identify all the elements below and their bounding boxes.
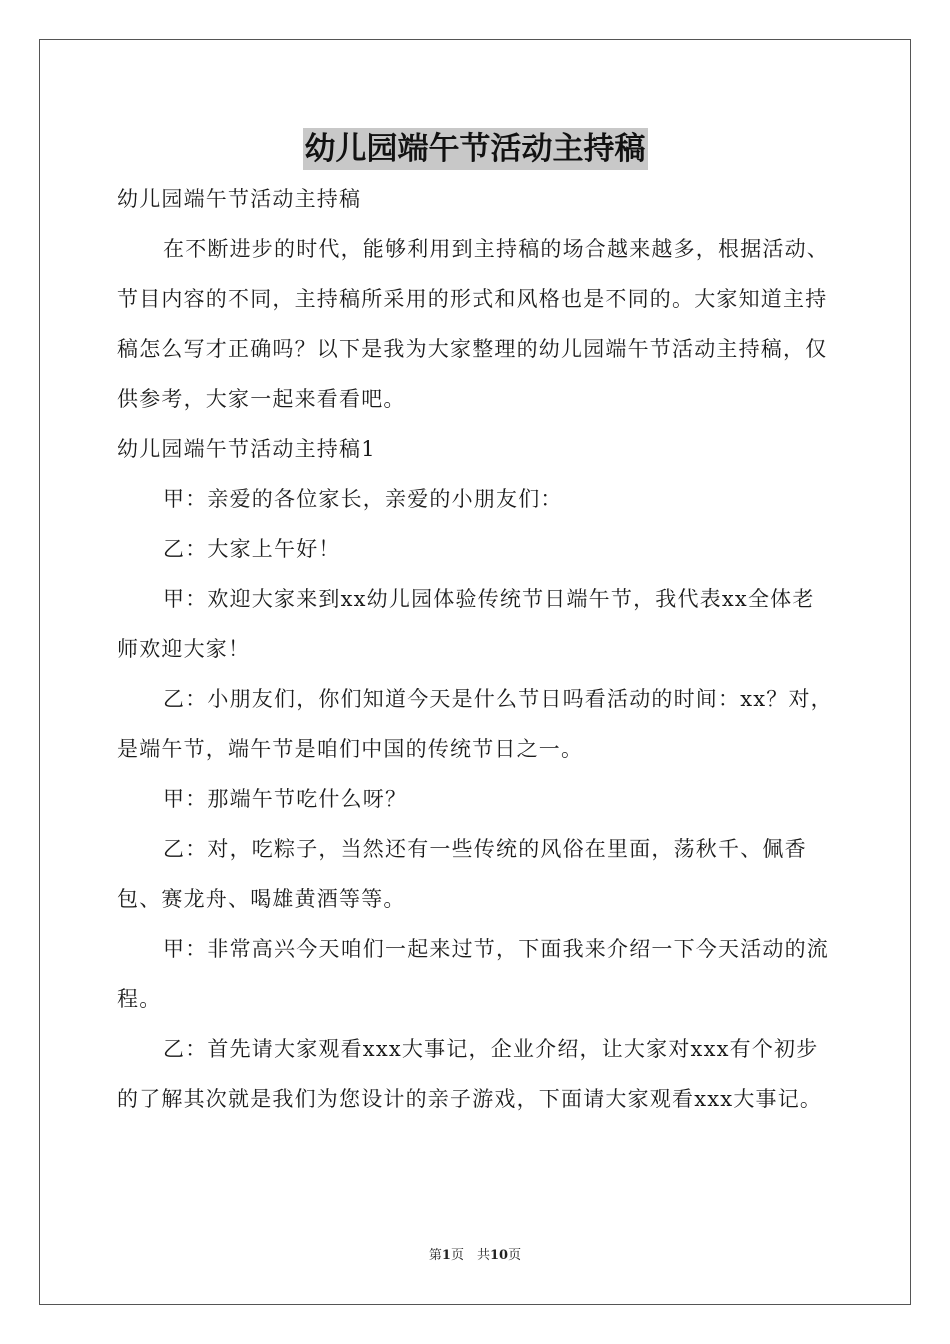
title-container <box>0 128 950 170</box>
paragraph: 甲：非常高兴今天咱们一起来过节，下面我来介绍一下今天活动的流程。 <box>117 937 829 1011</box>
footer-suffix: 页 <box>508 1248 522 1263</box>
paragraph: 幼儿园端午节活动主持稿1 <box>117 437 376 461</box>
footer-prefix: 第 <box>428 1248 442 1263</box>
paragraph: 在不断进步的时代，能够利用到主持稿的场合越来越多，根据活动、节目内容的不同，主持稿所采用的形式和风格也是不同的。大家知道主持稿怎么写才正确吗？以下是我为大家整理的幼儿园端午节活动主持稿，仅供参考，大家一起来看看吧。 <box>117 237 829 411</box>
total-pages-number: 10 <box>489 1248 509 1263</box>
paragraph: 乙：首先请大家观看xxx大事记，企业介绍，让大家对xxx有个初步的了解其次就是我们为您设计的亲子游戏，下面请大家观看xxx大事记。 <box>117 1037 823 1111</box>
paragraph: 甲：亲爱的各位家长，亲爱的小朋友们： <box>163 487 563 511</box>
current-page-number: 1 <box>441 1248 451 1263</box>
paragraph: 幼儿园端午节活动主持稿 <box>117 187 362 211</box>
paragraph: 乙：小朋友们，你们知道今天是什么节日吗看活动的时间：xx？对，是端午节，端午节是咱们中国的传统节日之一。 <box>117 687 833 761</box>
footer-middle: 页 共 <box>450 1248 490 1263</box>
document-body <box>117 174 835 1124</box>
paragraph: 乙：对，吃粽子，当然还有一些传统的风俗在里面，荡秋千、佩香包、赛龙舟、喝雄黄酒等等。 <box>117 837 807 911</box>
document-title: 幼儿园端午节活动主持稿 <box>303 128 648 170</box>
page-footer <box>0 1247 950 1265</box>
paragraph: 甲：那端午节吃什么呀？ <box>163 787 408 811</box>
paragraph: 乙：大家上午好！ <box>163 537 341 561</box>
paragraph: 甲：欢迎大家来到xx幼儿园体验传统节日端午节，我代表xx全体老师欢迎大家！ <box>117 587 815 661</box>
